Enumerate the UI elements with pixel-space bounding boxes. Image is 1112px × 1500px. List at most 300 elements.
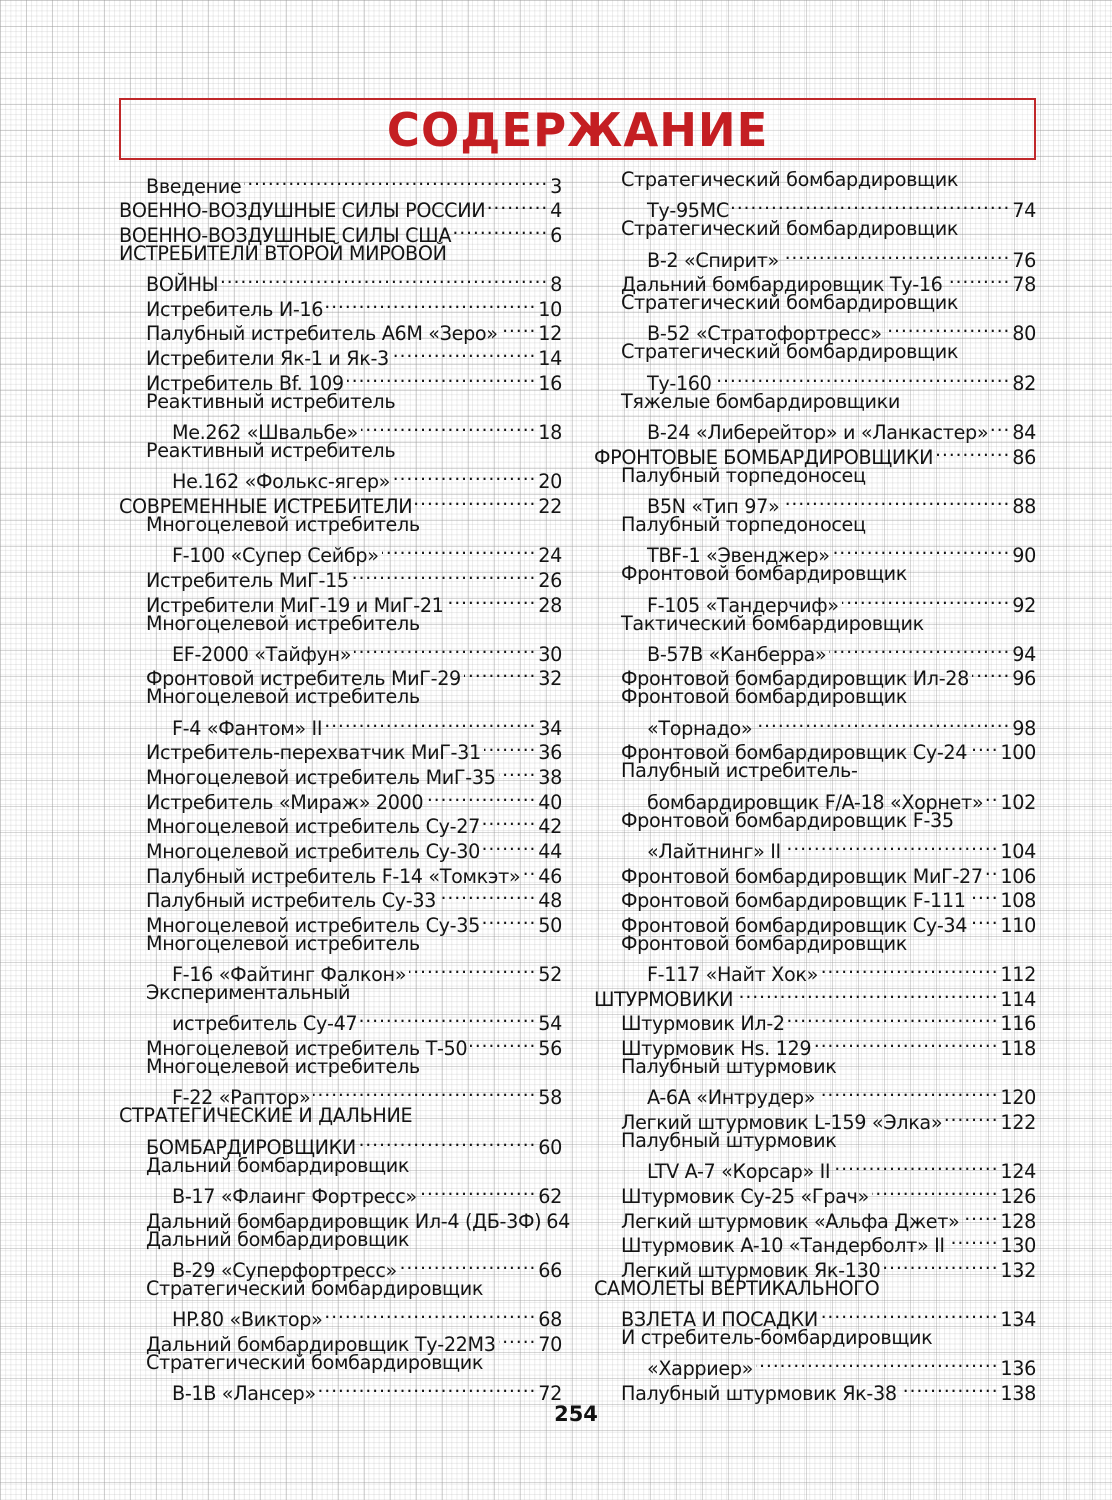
toc-entry[interactable] [119, 1252, 562, 1282]
dot-leader [936, 439, 1010, 464]
toc-entry [119, 612, 562, 637]
toc-entry-page: 82 [1012, 371, 1036, 395]
dot-leader [842, 587, 1011, 612]
dot-leader [946, 267, 1011, 292]
toc-entry-title: Палубный штурмовик [621, 1128, 837, 1152]
dot-leader [360, 1006, 536, 1031]
toc-entry-title: Истребитель И-16 [146, 297, 324, 321]
dot-leader [221, 267, 548, 292]
toc-entry-page: 58 [538, 1086, 562, 1110]
dot-leader [788, 1006, 999, 1031]
dot-leader [732, 193, 1010, 218]
toc-entry[interactable] [594, 587, 1036, 617]
toc-entry-title: B-17 «Флаинг Фортресс» [172, 1184, 417, 1208]
toc-entry-title: F-16 «Файтинг Фалкон» [172, 963, 407, 987]
toc-entry-title: B5N «Тип 97» [647, 494, 780, 518]
toc-entry-title: Истребители МиГ-19 и МиГ-21 [146, 593, 444, 617]
toc-entry [119, 932, 562, 957]
dot-leader [439, 883, 536, 908]
toc-entry-page: 64 [546, 1209, 571, 1233]
toc-entry-page: 72 [538, 1382, 562, 1406]
toc-entry-page: 70 [538, 1332, 562, 1356]
toc-entry-page: 116 [1000, 1012, 1036, 1036]
toc-entry-page: 100 [1000, 741, 1036, 765]
dot-leader [454, 217, 548, 242]
toc-entry[interactable] [119, 957, 562, 987]
toc-entry[interactable] [594, 833, 1036, 863]
toc-entry-page: 22 [538, 494, 562, 518]
toc-entry-page: 12 [538, 322, 562, 346]
toc-entry-page: 136 [1000, 1357, 1036, 1381]
toc-entry-page: 80 [1012, 322, 1036, 346]
dot-leader [948, 1228, 999, 1253]
dot-leader [883, 1252, 998, 1277]
toc-entry-title: Штурмовик Су-25 «Грач» [621, 1184, 869, 1208]
toc-entry [594, 217, 1036, 242]
dot-leader [483, 833, 536, 858]
dot-leader [325, 710, 536, 735]
toc-entry-page: 3 [550, 174, 562, 198]
dot-leader [736, 981, 998, 1006]
toc-entry [594, 932, 1036, 957]
toc-entry-page: 114 [1000, 987, 1036, 1011]
toc-entry-page: 92 [1012, 593, 1036, 617]
toc-entry[interactable] [119, 267, 562, 297]
toc-entry-title: ВОЕННО-ВОЗДУШНЫЕ СИЛЫ США [119, 223, 452, 247]
toc-entry-title: Фронтовой бомбардировщик МиГ-27 [621, 864, 983, 888]
toc-entry-page: 88 [1012, 494, 1036, 518]
toc-entry-title: Экспериментальный [146, 981, 351, 1005]
toc-entry-page: 42 [538, 815, 562, 839]
toc-entry [594, 340, 1036, 365]
toc-entry-title: Палубный истребитель- [621, 759, 858, 783]
toc-entry[interactable] [119, 1375, 562, 1406]
toc-entry-title: Многоцелевой истребитель Т-50 [146, 1037, 468, 1061]
toc-entry [594, 291, 1036, 316]
toc-entry-title: Палубный истребитель A6M «Зеро» [146, 322, 498, 346]
toc-entry-page: 138 [1000, 1382, 1036, 1406]
dot-leader [354, 636, 536, 661]
dot-leader [821, 1301, 999, 1326]
dot-leader [464, 661, 536, 686]
page-title: СОДЕРЖАНИЕ [386, 103, 769, 157]
toc-entry-page: 134 [1000, 1308, 1036, 1332]
dot-leader [991, 414, 1010, 439]
toc-entry-title: EF-2000 «Тайфун» [172, 642, 352, 666]
toc-entry-title: F-100 «Супер Сейбр» [172, 544, 379, 568]
toc-entry-title: Ту-160 [647, 371, 712, 395]
title-banner [119, 98, 1036, 160]
toc-entry-title: F-105 «Тандерчиф» [647, 593, 839, 617]
toc-entry-title: Фронтовой бомбардировщик Ил-28 [621, 667, 969, 691]
toc-entry-title: Me.262 «Швальбе» [172, 421, 358, 445]
toc-entry-title: Палубный торпедоносец [621, 463, 866, 487]
toc-entry-page: 20 [538, 470, 562, 494]
toc-entry-title: Многоцелевой истребитель [146, 611, 420, 635]
toc-entry-page: 4 [550, 199, 562, 223]
toc-entry-page: 10 [538, 297, 562, 321]
toc-entry-title: Истребитель Bf. 109 [146, 371, 344, 395]
toc-entry [594, 168, 1036, 193]
dot-leader [359, 1129, 536, 1154]
toc-entry-title: LTV A-7 «Корсар» II [647, 1160, 831, 1184]
toc-entry[interactable] [119, 464, 562, 494]
toc-entry [594, 1326, 1036, 1351]
toc-entry-title: Дальний бомбардировщик [146, 1153, 410, 1177]
toc-entry-title: Тактический бомбардировщик [621, 611, 924, 635]
toc-entry-title: Многоцелевой истребитель Су-27 [146, 815, 480, 839]
toc-entry-page: 98 [1012, 716, 1036, 740]
toc-entry-page: 122 [1000, 1110, 1036, 1134]
toc-entry-page: 48 [538, 889, 562, 913]
toc-entry-title: Многоцелевой истребитель [146, 685, 420, 709]
toc-entry-title: бомбардировщик F/A-18 «Хорнет» [647, 790, 984, 814]
toc-entry-page: 60 [538, 1135, 562, 1159]
toc-entry[interactable] [594, 1154, 1036, 1184]
toc-entry-title: «Лайтнинг» II [647, 839, 781, 863]
toc-entry-page: 96 [1012, 667, 1036, 691]
dot-leader [970, 735, 998, 760]
dot-leader [970, 907, 998, 932]
toc-entry [119, 1055, 562, 1080]
toc-entry-page: 90 [1012, 544, 1036, 568]
dot-leader [361, 414, 536, 439]
toc-entry[interactable] [594, 636, 1036, 666]
toc-entry [119, 439, 562, 464]
toc-entry-page: 52 [538, 963, 562, 987]
dot-leader [483, 907, 536, 932]
toc-entry [119, 685, 562, 710]
toc-entry-title: Введение [146, 174, 242, 198]
dot-leader [400, 1252, 536, 1277]
toc-entry-page: 118 [1000, 1037, 1036, 1061]
toc-left-column [119, 168, 571, 1406]
toc-entry[interactable] [594, 1080, 1036, 1110]
toc-entry-title: Стратегический бомбардировщик [621, 217, 959, 241]
toc-entry-title: B-1B «Лансер» [172, 1382, 316, 1406]
dot-leader [872, 1178, 999, 1203]
toc-entry-page: 32 [538, 667, 562, 691]
toc-entry-page: 84 [1012, 421, 1036, 445]
toc-entry[interactable] [119, 1178, 562, 1208]
dot-leader [821, 957, 998, 982]
toc-entry-page: 106 [1000, 864, 1036, 888]
dot-leader [499, 1326, 537, 1351]
toc-entry[interactable] [594, 193, 1036, 223]
toc-entry-page: 16 [538, 371, 562, 395]
toc-entry-title: Фронтовой бомбардировщик F-111 [621, 889, 966, 913]
toc-entry-title: «Торнадо» [647, 716, 753, 740]
toc-section-heading [119, 1104, 562, 1129]
toc-entry-title: Палубный штурмовик Як-38 [621, 1382, 897, 1406]
toc-entry[interactable] [119, 710, 562, 740]
dot-leader [483, 809, 536, 834]
dot-leader [447, 587, 537, 612]
dot-leader [756, 1351, 998, 1376]
toc-entry-title: ШТУРМОВИКИ [594, 987, 734, 1011]
dot-leader [715, 365, 1011, 390]
toc-section-heading [119, 242, 562, 267]
toc-entry-title: Тяжелые бомбардировщики [621, 389, 901, 413]
toc-entry-page: 28 [538, 593, 562, 617]
toc-entry-title: Легкий штурмовик «Альфа Джет» [621, 1209, 960, 1233]
toc-entry[interactable] [119, 1080, 562, 1110]
toc-entry[interactable] [119, 1129, 562, 1159]
toc-entry-page: 44 [538, 839, 562, 863]
dot-leader [488, 193, 548, 218]
toc-entry-title: Дальний бомбардировщик [146, 1227, 410, 1251]
dot-leader [784, 833, 999, 858]
toc-entry-title: Фронтовой бомбардировщик [621, 685, 908, 709]
dot-leader [900, 1375, 999, 1400]
toc-entry [119, 1277, 562, 1302]
toc-entry [119, 1154, 562, 1179]
toc-entry-title: Фронтовой бомбардировщик Су-24 [621, 741, 968, 765]
dot-leader [484, 735, 536, 760]
toc-entry-page: 14 [538, 347, 562, 371]
toc-entry[interactable] [119, 414, 562, 445]
toc-entry-title: БОМБАРДИРОВЩИКИ [146, 1135, 356, 1159]
toc-entry-page: 6 [550, 223, 562, 247]
toc-entry-title: B-2 «Спирит» [647, 248, 779, 272]
toc-entry[interactable] [119, 1006, 562, 1036]
dot-leader [833, 1154, 998, 1179]
toc-right-column [594, 168, 1036, 1406]
toc-entry-page: 94 [1012, 642, 1036, 666]
toc-entry-page: 132 [1000, 1258, 1036, 1282]
toc-entry-title: B-29 «Суперфортресс» [172, 1258, 397, 1282]
toc-entry-page: 38 [538, 766, 562, 790]
dot-leader [972, 661, 1010, 686]
toc-entry [594, 1129, 1036, 1154]
toc-entry[interactable] [119, 1301, 562, 1332]
toc-entry[interactable] [594, 414, 1036, 445]
toc-entry-title: Стратегический бомбардировщик [621, 340, 959, 364]
toc-entry-title: Легкий штурмовик Як-130 [621, 1258, 881, 1282]
toc-entry[interactable] [594, 365, 1036, 395]
toc-entry-title: Дальний бомбардировщик Ту-16 [621, 273, 943, 297]
dot-leader [352, 562, 536, 587]
toc-entry-page: 46 [538, 864, 562, 888]
dot-leader [392, 340, 536, 365]
toc-entry[interactable] [594, 316, 1036, 346]
toc-entry-title: B-57B «Канберра» [647, 642, 827, 666]
toc-entry-title: Фронтовой бомбардировщик Су-34 [621, 913, 968, 937]
toc-entry-title: Многоцелевой истребитель [146, 931, 420, 955]
toc-entry-title: Истребители Як-1 и Як-3 [146, 347, 389, 371]
toc-entry-page: 40 [538, 790, 562, 814]
toc-entry-title: He.162 «Фолькс-ягер» [172, 470, 391, 494]
toc-entry-page: 56 [538, 1037, 562, 1061]
toc-entry-page: 68 [538, 1308, 562, 1332]
dot-leader [470, 1030, 536, 1055]
toc-entry-page: 112 [1000, 963, 1036, 987]
toc-entry [119, 981, 562, 1006]
toc-entry-title: Штурмовик A-10 «Тандерболт» II [621, 1234, 945, 1258]
toc-entry-page: 26 [538, 568, 562, 592]
toc-entry-title: Стратегический бомбардировщик [621, 168, 959, 191]
toc-entry-title: Палубный торпедоносец [621, 512, 866, 536]
dot-leader [326, 1301, 537, 1326]
toc-entry-page: 126 [1000, 1184, 1036, 1208]
toc-entry-page: 30 [538, 642, 562, 666]
toc-entry-title: A-6A «Интрудер» [647, 1086, 816, 1110]
toc-entry-title: Стратегический бомбардировщик [621, 291, 959, 315]
dot-leader [782, 488, 1010, 513]
toc-entry-title: Реактивный истребитель [146, 389, 396, 413]
dot-leader [382, 538, 537, 563]
dot-leader [818, 1080, 998, 1105]
toc-entry-title: Фронтовой истребитель МиГ-29 [146, 667, 461, 691]
toc-entry[interactable] [594, 784, 1036, 814]
dot-leader [347, 365, 537, 390]
toc-entry-title: Штурмовик Hs. 129 [621, 1037, 812, 1061]
toc-entry [594, 1055, 1036, 1080]
toc-entry-title: Штурмовик Ил-2 [621, 1012, 785, 1036]
toc-entry-page: 108 [1000, 889, 1036, 913]
toc-entry [594, 464, 1036, 489]
dot-leader [833, 538, 1011, 563]
dot-leader [319, 1375, 537, 1400]
toc-entry-page: 36 [538, 741, 562, 765]
toc-entry-title: HP.80 «Виктор» [172, 1308, 323, 1332]
toc-entry-title: F-4 «Фантом» II [172, 716, 323, 740]
dot-leader [986, 858, 999, 883]
toc-entry-title: Многоцелевой истребитель Су-35 [146, 913, 480, 937]
toc-entry-title: F-117 «Найт Хок» [647, 963, 818, 987]
toc-entry-title: ВОЙНЫ [146, 273, 219, 297]
toc-entry-page: 120 [1000, 1086, 1036, 1110]
toc-entry-page: 86 [1012, 445, 1036, 469]
toc-entry-title: истребитель Су-47 [172, 1012, 358, 1036]
toc-entry-page: 50 [538, 913, 562, 937]
toc-entry-title: Реактивный истребитель [146, 439, 396, 463]
dot-leader [499, 759, 537, 784]
dot-leader [244, 168, 548, 193]
dot-leader [945, 1104, 998, 1129]
dot-leader [986, 784, 998, 809]
toc-entry [119, 513, 562, 538]
toc-entry-page: 24 [538, 544, 562, 568]
toc-entry-page: 130 [1000, 1234, 1036, 1258]
toc-entry-title: Многоцелевой истребитель [146, 512, 420, 536]
toc-entry-title: Стратегический бомбардировщик [146, 1350, 484, 1374]
toc-entry-title: ВЗЛЕТА И ПОСАДКИ [621, 1308, 818, 1332]
dot-leader [814, 1030, 998, 1055]
toc-entry [594, 390, 1036, 415]
toc-entry-page: 66 [538, 1258, 562, 1282]
toc-section-heading [594, 1277, 1036, 1302]
toc-entry-page: 54 [538, 1012, 562, 1036]
dot-leader [409, 957, 536, 982]
toc-entry[interactable] [594, 488, 1036, 518]
toc-entry-page: 78 [1012, 273, 1036, 297]
toc-entry-title: B-24 «Либерейтор» и «Ланкастер» [647, 421, 989, 445]
toc-entry-title: Ту-95МС [647, 199, 729, 223]
toc-entry-title: Многоцелевой истребитель Су-30 [146, 839, 480, 863]
toc-entry[interactable] [594, 710, 1036, 740]
dot-leader [393, 464, 536, 489]
dot-leader [313, 1080, 536, 1105]
toc-entry-title: Многоцелевой истребитель [146, 1055, 420, 1079]
toc-entry-title: «Харриер» [647, 1357, 754, 1381]
toc-entry-title: Фронтовой бомбардировщик [621, 562, 908, 586]
dot-leader [523, 858, 536, 883]
toc-entry [594, 513, 1036, 538]
dot-leader [415, 488, 536, 513]
toc-entry[interactable] [594, 1301, 1036, 1332]
toc-entry[interactable] [594, 242, 1036, 272]
toc-entry-title: Истребитель-перехватчик МиГ-31 [146, 741, 481, 765]
toc-entry-title: ВОЕННО-ВОЗДУШНЫЕ СИЛЫ РОССИИ [119, 199, 486, 223]
toc-entry [594, 612, 1036, 637]
dot-leader [829, 636, 1010, 661]
toc-entry[interactable] [119, 538, 562, 568]
toc-entry[interactable] [119, 168, 562, 198]
toc-entry-title: Стратегический бомбардировщик [146, 1276, 484, 1300]
toc-entry-title: Истребитель «Мираж» 2000 [146, 790, 424, 814]
toc-entry-title: СОВРЕМЕННЫЕ ИСТРЕБИТЕЛИ [119, 494, 413, 518]
toc-entry-page: 124 [1000, 1160, 1036, 1184]
toc-entry-title: Палубный истребитель Су-33 [146, 889, 437, 913]
dot-leader [782, 242, 1010, 267]
toc-entry-title: Дальний бомбардировщик Ил-4 (ДБ-3Ф) [146, 1209, 542, 1233]
toc-entry-page: 110 [1000, 913, 1036, 937]
toc-entry[interactable] [119, 636, 562, 666]
toc-entry-page: 34 [538, 716, 562, 740]
dot-leader [420, 1178, 536, 1203]
toc-entry [119, 390, 562, 415]
toc-entry-page: 76 [1012, 248, 1036, 272]
dot-leader [885, 316, 1011, 341]
toc-entry[interactable] [594, 538, 1036, 568]
toc-entry-title: ИСТРЕБИТЕЛИ ВТОРОЙ МИРОВОЙ [119, 241, 447, 265]
toc-entry [594, 685, 1036, 710]
dot-leader [326, 291, 536, 316]
toc-entry-page: 102 [1000, 790, 1036, 814]
toc-entry-title: B-52 «Стратофортресс» [647, 322, 882, 346]
page-number: 254 [554, 1402, 598, 1426]
toc-entry-title: ФРОНТОВЫЕ БОМБАРДИРОВЩИКИ [594, 445, 934, 469]
toc-entry-title: САМОЛЕТЫ ВЕРТИКАЛЬНОГО [594, 1276, 880, 1300]
toc-entry-title: Истребитель МиГ-15 [146, 568, 349, 592]
toc-entry-title: И стребитель-бомбардировщик [621, 1326, 933, 1350]
toc-entry-title: Легкий штурмовик L-159 «Элка» [621, 1110, 943, 1134]
toc-entry-title: Многоцелевой истребитель МиГ-35 [146, 766, 496, 790]
toc-entry-page: 8 [550, 273, 562, 297]
toc-entry-page: 18 [538, 421, 562, 445]
dot-leader [962, 1203, 998, 1228]
toc-entry-page: 74 [1012, 199, 1036, 223]
toc-entry-page: 104 [1000, 839, 1036, 863]
dot-leader [755, 710, 1010, 735]
toc-entry-title: Дальний бомбардировщик Ту-22М3 [146, 1332, 496, 1356]
toc-entry-page: 128 [1000, 1209, 1036, 1233]
toc-entry-page: 62 [538, 1184, 562, 1208]
toc-entry-title: Палубный истребитель F-14 «Томкэт» [146, 864, 521, 888]
dot-leader [426, 784, 536, 809]
dot-leader [969, 883, 999, 908]
dot-leader [501, 316, 537, 341]
toc-entry-title: СТРАТЕГИЧЕСКИЕ И ДАЛЬНИЕ [119, 1104, 413, 1128]
toc-entry[interactable] [594, 1351, 1036, 1381]
toc-entry-title: Палубный штурмовик [621, 1055, 837, 1079]
toc-entry-title: Фронтовой бомбардировщик F-35 [621, 808, 954, 832]
toc-entry-title: F-22 «Раптор» [172, 1086, 311, 1110]
toc-entry-title: Фронтовой бомбардировщик [621, 931, 908, 955]
toc-entry[interactable] [594, 957, 1036, 987]
toc-entry-title: TBF-1 «Эвенджер» [647, 544, 830, 568]
